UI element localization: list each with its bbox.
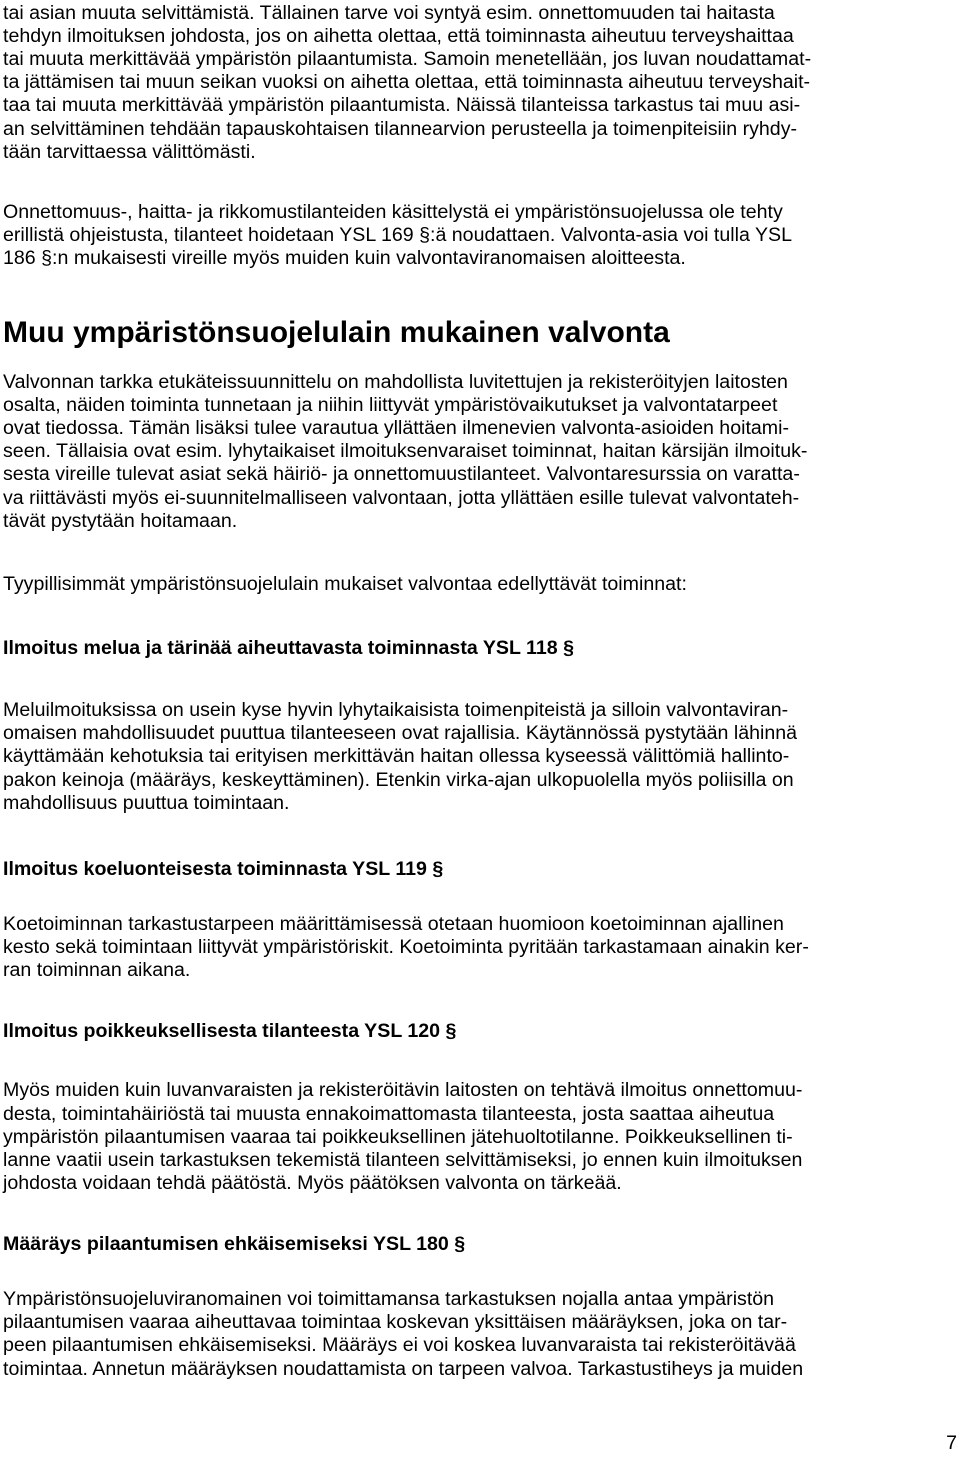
paragraph-line: desta, toimintahäiriöstä tai muusta ennakoimattomasta tilanteesta, josta saattaa aiheutua <box>3 1103 775 1125</box>
paragraph-line: tään tarvittaessa välittömästi. <box>3 141 256 163</box>
subheading: Määräys pilaantumisen ehkäisemiseksi YSL 180 § <box>3 1233 466 1255</box>
subheading: Ilmoitus poikkeuksellisesta tilanteesta YSL 120 § <box>3 1020 457 1042</box>
paragraph-line: an selvittäminen tehdään tapauskohtaisen tilannearvion perusteella ja toimenpiteisiin ryhdy- <box>3 118 798 140</box>
paragraph-line: tai asian muuta selvittämistä. Tällainen tarve voi syntyä esim. onnettomuuden tai haitasta <box>3 2 775 24</box>
subheading: Ilmoitus koeluonteisesta toiminnasta YSL 119 § <box>3 858 444 880</box>
paragraph-line: mahdollisuus puuttua toimintaan. <box>3 792 290 814</box>
paragraph-line: pakon keinoja (määräys, keskeyttäminen). Etenkin virka-ajan ulkopuolella myös poliisilla on <box>3 769 794 791</box>
paragraph-line: taa tai muuta merkittävää ympäristön pilaantumista. Näissä tilanteissa tarkastus tai muu asi- <box>3 94 801 116</box>
paragraph-line: Koetoiminnan tarkastustarpeen määrittämisessä otetaan huomioon koetoiminnan ajallinen <box>3 913 784 935</box>
paragraph-line: ovat tiedossa. Tämän lisäksi tulee varautua yllättäen ilmenevien valvonta-asioiden hoitami- <box>3 417 789 439</box>
paragraph-line: pilaantumisen vaaraa aiheuttavaa toimintaa koskevan yksittäisen määräyksen, joka on tar- <box>3 1311 788 1333</box>
paragraph-line: käyttämään kehotuksia tai erityisen merkittävän haitan ollessa kyseessä välittömiä hallinto- <box>3 745 790 767</box>
paragraph-line: Valvonnan tarkka etukäteissuunnittelu on mahdollista luvitettujen ja rekisteröityjen laitosten <box>3 371 788 393</box>
paragraph-line: omaisen mahdollisuudet puuttua tilanteeseen ovat rajallisia. Käytännössä pystytään lähinnä <box>3 722 798 744</box>
paragraph-line: Tyypillisimmät ympäristönsuojelulain mukaiset valvontaa edellyttävät toiminnat: <box>3 573 687 595</box>
paragraph-line: peen pilaantumisen ehkäisemiseksi. Määräys ei voi koskea luvanvaraista tai rekisteröitävää <box>3 1334 796 1356</box>
paragraph-line: johdosta voidaan tehdä päätöstä. Myös päätöksen valvonta on tärkeää. <box>3 1172 622 1194</box>
section-heading: Muu ympäristönsuojelulain mukainen valvonta <box>3 316 670 349</box>
paragraph-line: Myös muiden kuin luvanvaraisten ja rekisteröitävin laitosten on tehtävä ilmoitus onnettomuu- <box>3 1079 803 1101</box>
paragraph-line: Onnettomuus-, haitta- ja rikkomustilanteiden käsittelystä ei ympäristönsuojelussa ole tehty <box>3 201 783 223</box>
paragraph-line: kesto sekä toimintaan liittyvät ympäristöriskit. Koetoiminta pyritään tarkastamaan ainakin ker- <box>3 936 809 958</box>
paragraph-line: toimintaa. Annetun määräyksen noudattamista on tarpeen valvoa. Tarkastustiheys ja muiden <box>3 1358 804 1380</box>
paragraph-line: ympäristön pilaantumisen vaaraa tai poikkeuksellinen jätehuoltotilanne. Poikkeuksellinen ti- <box>3 1126 793 1148</box>
paragraph-line: va riittävästi myös ei-suunnitelmalliseen valvontaan, jotta yllättäen esille tulevat valvontateh- <box>3 487 800 509</box>
paragraph-line: tävät pystytään hoitamaan. <box>3 510 238 532</box>
paragraph-line: Meluilmoituksissa on usein kyse hyvin lyhytaikaisista toimenpiteistä ja silloin valvontaviran- <box>3 699 789 721</box>
paragraph-line: lanne vaatii usein tarkastuksen tekemistä tilanteen selvittämiseksi, jo ennen kuin ilmoituksen <box>3 1149 803 1171</box>
paragraph-line: ran toiminnan aikana. <box>3 959 191 981</box>
paragraph-line: tai muuta merkittävää ympäristön pilaantumista. Samoin menetellään, jos luvan noudattamat- <box>3 48 812 70</box>
paragraph-line: Ympäristönsuojeluviranomainen voi toimittamansa tarkastuksen nojalla antaa ympäristön <box>3 1288 775 1310</box>
paragraph-line: osalta, näiden toiminta tunnetaan ja niihin liittyvät ympäristövaikutukset ja valvontatarpeet <box>3 394 778 416</box>
paragraph-line: seen. Tällaisia ovat esim. lyhytaikaiset ilmoituksenvaraiset toiminnat, haitan kärsijän ilmoituk- <box>3 440 808 462</box>
paragraph-line: erillistä ohjeistusta, tilanteet hoidetaan YSL 169 §:ä noudattaen. Valvonta-asia voi tulla YSL <box>3 224 793 246</box>
paragraph-line: tehdyn ilmoituksen johdosta, jos on aihetta olettaa, että toiminnasta aiheutuu terveyshaittaa <box>3 25 794 47</box>
paragraph-line: sesta vireille tulevat asiat sekä häiriö- ja onnettomuustilanteet. Valvontaresurssia on varatta- <box>3 463 800 485</box>
paragraph-line: ta jättämisen tai muun seikan vuoksi on aihetta olettaa, että toiminnasta aiheutuu terveyshait- <box>3 71 811 93</box>
subheading: Ilmoitus melua ja tärinää aiheuttavasta toiminnasta YSL 118 § <box>3 637 574 659</box>
page-number: 7 <box>946 1432 957 1454</box>
paragraph-line: 186 §:n mukaisesti vireille myös muiden kuin valvontaviranomaisen aloitteesta. <box>3 247 686 269</box>
